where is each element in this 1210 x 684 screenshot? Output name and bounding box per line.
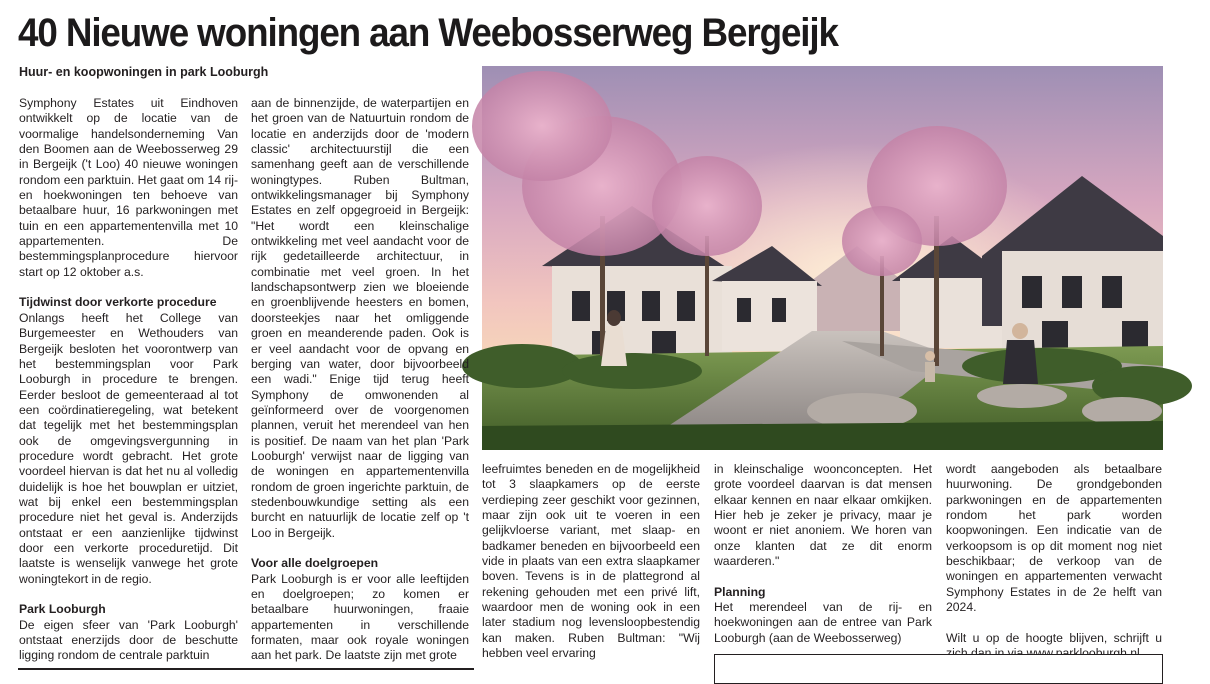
advertisement-box bbox=[714, 654, 1163, 684]
paragraph-doelgroepen: Park Looburgh is er voor alle leeftijden en doelgroepen; zo komen er betaalbare huurwoningen, fraaie appartementen in verschillende formaten, maar ook royale woningen aan het park. De laatste zijn met grote bbox=[251, 571, 469, 663]
paragraph-park: De eigen sfeer van 'Park Looburgh' ontstaat enerzijds door de beschutte ligging rondom de centrale parktuin bbox=[19, 617, 238, 663]
section-heading-park: Park Looburgh bbox=[19, 602, 106, 617]
subheadline: Huur- en koopwoningen in park Looburgh bbox=[19, 65, 269, 79]
page-title: 40 Nieuwe woningen aan Weebosserweg Bergeijk bbox=[18, 11, 838, 55]
paragraph-procedure: Onlangs heeft het College van Burgemeester en Wethouders van Bergeijk besloten het voorontwerp van het bestemmingsplan voor Park Looburgh in procedure te brengen. Eerder besloot de gemeenteraad al tot een coördinatieregeling, wat betekent dat tegelijk met het bestemmingsplan ook de omgevingsvergunning in procedure wordt gebracht. Het grote voordeel hiervan is dat het nu al volledig duidelijk is hoe het bouwplan er uitziet, wat bij enkel een bestemmingsplan procedure niet het geval is. Anderzijds ontstaat er een aanzienlijke tijdwinst door een verkorte proceduretijd. Dit laatste is wenselijk vanwege het grote woningtekort in de regio. bbox=[19, 310, 238, 586]
article-column-5 bbox=[946, 462, 1162, 650]
article-column-3 bbox=[251, 462, 698, 667]
section-heading-planning: Planning bbox=[714, 584, 766, 599]
paragraph-leefruimtes: leefruimtes beneden en de mogelijkheid tot 3 slaapkamers op de eerste verdieping zeer geschikt voor gezinnen, maar zijn ook uit te voeren in een gelijkvloerse variant, met slaap- en badkamer beneden en bijvoorbeeld een vide in plaats van een extra slaapkamer boven. Tevens is in de plattegrond al rekening gehouden met een privé lift, waardoor men de woning ook in een later stadium nog levensloopbestendig kan maken. Ruben Bultman: "Wij hebben veel ervaring bbox=[482, 462, 700, 661]
article-column-1 bbox=[19, 96, 238, 668]
section-heading-tijdwinst: Tijdwinst door verkorte procedure bbox=[19, 295, 217, 310]
architectural-rendering-image bbox=[482, 66, 1163, 450]
paragraph-planning: Het merendeel van de rij- en hoekwoningen aan de entree van Park Looburgh (aan de Weebosserweg) bbox=[714, 600, 932, 645]
article-column-4 bbox=[714, 462, 932, 650]
inschrijven-text: Wilt u op de hoogte blijven, schrijft u bbox=[946, 630, 1162, 645]
paragraph-sfeer: aan de binnenzijde, de waterpartijen en het groen van de Natuurtuin rondom de locatie en anderzijds door de 'modern classic' architectuurstijl die een samenhang geeft aan de verschillende woningtypes. Ruben Bultman, ontwikkelingsmanager bij Symphony Estates en zelf opgegroeid in Bergeijk: "Het wordt een kleinschalige ontwikkeling met veel aandacht voor de rijk gedetailleerde architectuur, in combinatie met veel groen. In het landschapsontwerp zien we bloeiende en groenblijvende heesters en bomen, doorsteekjes naar het omliggende groen en meanderende paden. Ook is er veel aandacht voor de opvang en berging van water, door bijvoorbeeld een wadi." Enige tijd terug heeft Symphony de omwonenden al geïnformeerd over de voorgenomen plannen, veruit het merendeel van hen is positief. De naam van het plan 'Park Looburgh' verwijst naar de ligging van de woningen en appartementenvilla rondom de groen ingerichte parktuin, de stedenbouwkundige setting als een burcht en natuurlijk de locatie zelf op 't Loo in Bergeijk. bbox=[251, 96, 469, 540]
section-heading-doelgroepen: Voor alle doelgroepen bbox=[251, 556, 379, 571]
paragraph-intro: Symphony Estates uit Eindhoven ontwikkelt op de locatie van de voormalige handelsonderneming Van den Boomen aan de Weebosserweg 29 in Bergeijk ('t Loo) 40 nieuwe woningen rondom een parktuin. Het gaat om 14 rij- en hoekwoningen ten behoeve van betaalbare huur, 16 parkwoningen met tuin en een appartementenvilla met 10 appartementen. De bestemmingsplanprocedure hiervoor start op 12 oktober a.s. bbox=[19, 96, 238, 279]
paragraph-woonconcepten: in kleinschalige woonconcepten. Het grote voordeel daarvan is dat mensen elkaar kennen en naar elkaar omkijken. Hier heb je zeker je privacy, maar je woont er niet anoniem. We horen van onze klanten dat ze dit enorm waarderen." bbox=[714, 462, 932, 569]
bottom-divider bbox=[18, 668, 474, 670]
paragraph-verkoop: wordt aangeboden als betaalbare huurwoning. De grondgebonden parkwoningen en de appartementen rondom het park worden koopwoningen. Een indicatie van de verkoopsom is op dit moment nog niet beschikbaar; de verkoop van de woningen en appartementen verwacht Symphony Estates in de 2e helft van 2024. bbox=[946, 462, 1162, 615]
